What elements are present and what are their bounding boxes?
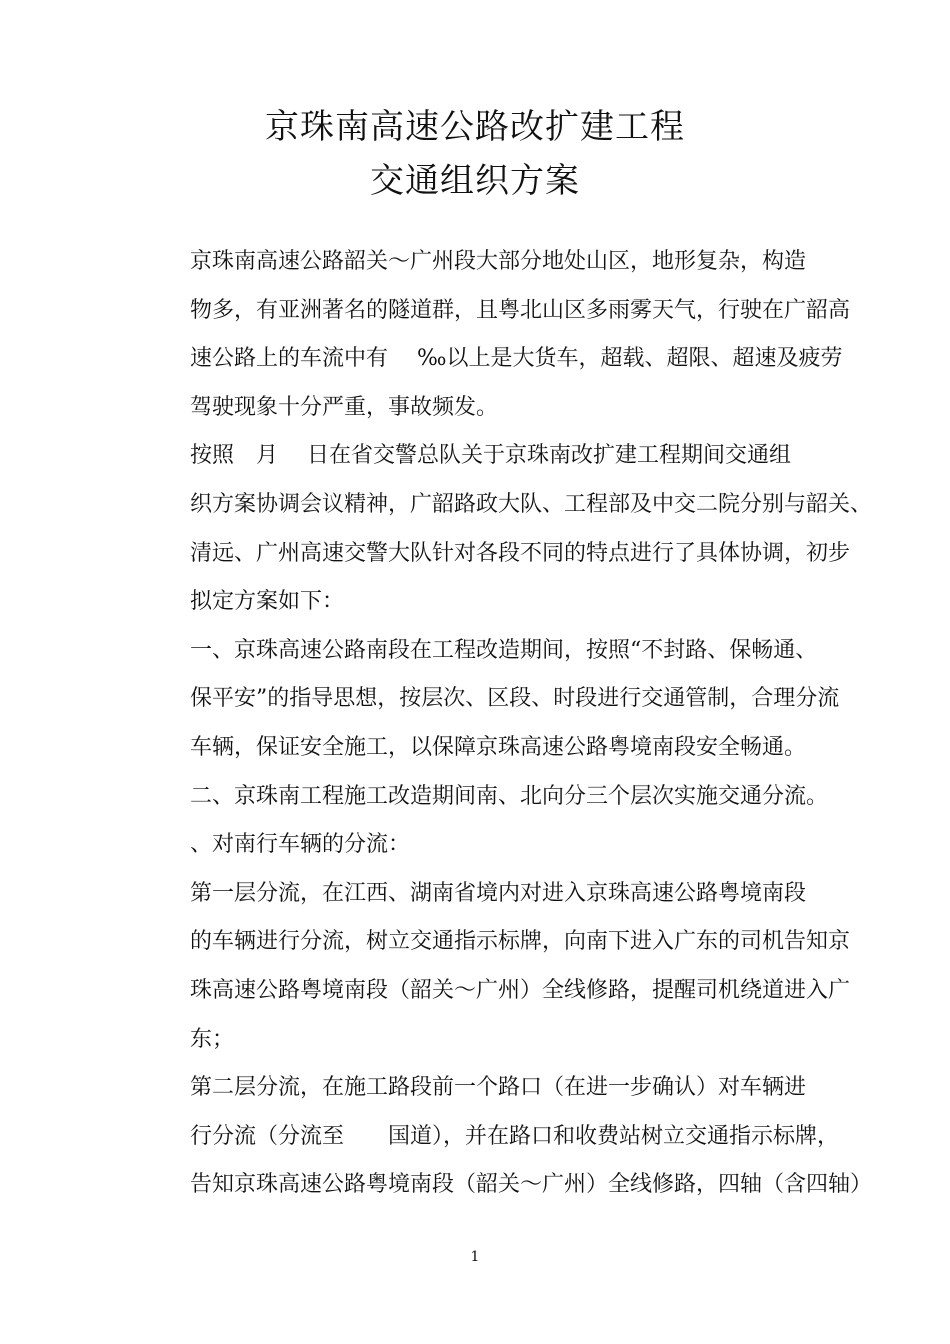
paragraph — [146, 1064, 873, 1210]
paragraph-line: 车辆，保证安全施工，以保障京珠高速公路粤境南段安全畅通。 — [190, 734, 807, 760]
paragraph-line: 京珠南高速公路韶关～广州段大部分地处山区，地形复杂，构造 — [190, 249, 807, 274]
paragraph-line: 清远、广州高速交警大队针对各段不同的特点进行了具体协调，初步 — [190, 540, 851, 566]
page-number: 1 — [470, 1249, 480, 1265]
paragraph-line: 的车辆进行分流，树立交通指示标牌，向南下进入广东的司机告知京 — [190, 929, 851, 955]
paragraph-line: 织方案协调会议精神，广韶路政大队、工程部及中交二院分别与韶关、 — [190, 491, 873, 517]
paragraph-line: 告知京珠高速公路粤境南段（韶关～广州）全线修路，四轴（含四轴） — [190, 1172, 873, 1198]
paragraph-line: 二、京珠南工程施工改造期间南、北向分三个层次实施交通分流。 — [190, 783, 829, 809]
paragraph — [146, 773, 829, 822]
document-body — [146, 238, 873, 1210]
paragraph-line: 保平安”的指导思想，按层次、区段、时段进行交通管制，合理分流 — [190, 686, 840, 712]
paragraph-line: 第二层分流，在施工路段前一个路口（在进一步确认）对车辆进 — [190, 1075, 807, 1101]
document-title — [0, 100, 950, 208]
paragraph-line: 东； — [190, 1026, 235, 1052]
paragraph-line: 、对南行车辆的分流： — [190, 832, 411, 858]
paragraph-line: 驾驶现象十分严重，事故频发。 — [190, 394, 499, 420]
paragraph-line: 按照 月 日在省交警总队关于京珠南改扩建工程期间交通组 — [190, 443, 791, 469]
title-line-1: 京珠南高速公路改扩建工程 — [265, 107, 685, 147]
paragraph-line: 一、京珠高速公路南段在工程改造期间，按照“不封路、保畅通、 — [190, 637, 818, 663]
paragraph — [146, 627, 840, 773]
paragraph-line: 珠高速公路粤境南段（韶关～广州）全线修路，提醒司机绕道进入广 — [190, 977, 851, 1003]
paragraph — [146, 870, 851, 1064]
paragraph-line: 行分流（分流至 国道），并在路口和收费站树立交通指示标牌， — [190, 1123, 840, 1149]
paragraph-line: 拟定方案如下： — [190, 589, 345, 615]
title-line-2: 交通组织方案 — [370, 161, 580, 201]
paragraph-line: 物多，有亚洲著名的隧道群，且粤北山区多雨雾天气，行驶在广韶高 — [190, 297, 851, 323]
paragraph-line: 第一层分流，在江西、湖南省境内对进入京珠高速公路粤境南段 — [190, 880, 807, 906]
paragraph — [146, 432, 873, 626]
paragraph — [146, 821, 810, 870]
paragraph — [146, 238, 851, 432]
paragraph-line: 速公路上的车流中有 ‰以上是大货车，超载、超限、超速及疲劳 — [190, 346, 843, 372]
